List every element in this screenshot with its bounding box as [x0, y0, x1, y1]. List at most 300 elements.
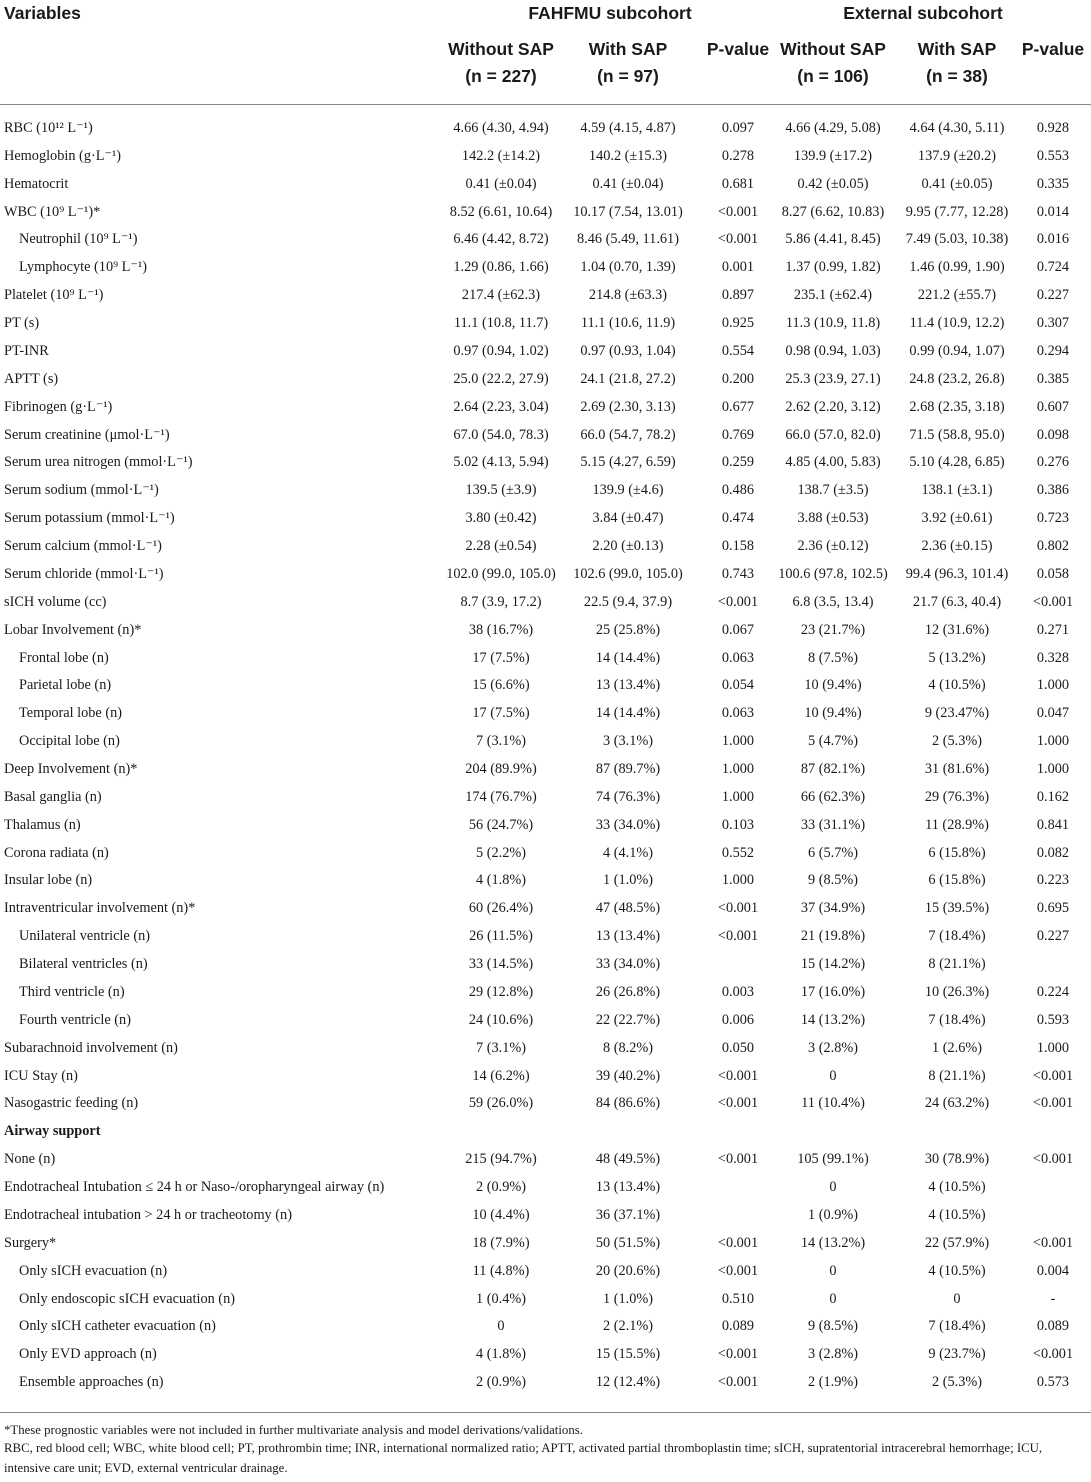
cell-external-with-sap: 9 (23.7%) — [928, 1346, 986, 1363]
cell-external-with-sap: 22 (57.9%) — [924, 1234, 990, 1251]
cell-fahfmu-without-sap: 1.29 (0.86, 1.66) — [453, 259, 549, 276]
cell-external-with-sap: 7 (18.4%) — [928, 1011, 986, 1028]
cell-fahfmu-p-value: <0.001 — [717, 1346, 759, 1363]
cell-external-without-sap: 33 (31.1%) — [800, 816, 866, 833]
cell-external-without-sap: 0 — [829, 1067, 837, 1084]
cell-fahfmu-p-value: 0.200 — [721, 370, 755, 387]
cell-external-with-sap: 2.36 (±0.15) — [921, 538, 993, 555]
table-row — [0, 589, 1091, 617]
cell-external-p-value: 0.016 — [1036, 231, 1070, 248]
cell-fahfmu-without-sap: 7 (3.1%) — [475, 733, 527, 750]
cell-external-with-sap: 15 (39.5%) — [924, 900, 990, 917]
cell-external-with-sap: 5.10 (4.28, 6.85) — [909, 454, 1005, 471]
cell-external-p-value: 0.224 — [1036, 983, 1070, 1000]
cell-external-without-sap: 0.42 (±0.05) — [797, 175, 869, 192]
cell-fahfmu-p-value: 0.510 — [721, 1290, 755, 1307]
col-header-label: P-value — [706, 39, 770, 59]
cell-external-without-sap: 25.3 (23.9, 27.1) — [785, 370, 881, 387]
cell-fahfmu-without-sap: 204 (89.9%) — [465, 761, 537, 777]
row-label: Basal ganglia (n) — [4, 788, 102, 805]
cell-external-without-sap: 2.36 (±0.12) — [797, 538, 869, 555]
table-row — [0, 1341, 1091, 1369]
table-row — [0, 672, 1091, 700]
cell-external-with-sap: 11 (28.9%) — [925, 816, 989, 833]
cell-fahfmu-without-sap: 38 (16.7%) — [468, 621, 534, 638]
cell-fahfmu-with-sap: 102.6 (99.0, 105.0) — [573, 565, 683, 582]
cell-external-p-value: 1.000 — [1036, 677, 1070, 694]
cell-external-without-sap: 10 (9.4%) — [804, 677, 862, 694]
row-label: Thalamus (n) — [4, 816, 81, 833]
cell-external-with-sap: 8 (21.1%) — [928, 956, 986, 973]
cell-fahfmu-p-value: 0.089 — [721, 1318, 755, 1335]
cell-fahfmu-without-sap: 14 (6.2%) — [472, 1067, 530, 1084]
cell-external-with-sap: 12 (31.6%) — [924, 621, 990, 638]
row-label: Nasogastric feeding (n) — [4, 1095, 139, 1112]
cell-external-p-value: 0.271 — [1036, 621, 1070, 638]
table-row — [0, 840, 1091, 868]
cell-external-without-sap: 66.0 (57.0, 82.0) — [785, 426, 881, 443]
table-row — [0, 951, 1091, 979]
header-divider — [0, 104, 1091, 105]
cell-external-p-value: 0.098 — [1036, 426, 1070, 443]
cell-external-without-sap: 6.8 (3.5, 13.4) — [792, 593, 874, 610]
table-row — [0, 867, 1091, 895]
cell-fahfmu-with-sap: 11.1 (10.6, 11.9) — [580, 315, 676, 332]
table-row — [0, 338, 1091, 366]
cell-external-without-sap: 6 (5.7%) — [807, 844, 859, 861]
cell-external-with-sap: 138.1 (±3.1) — [921, 482, 993, 499]
cell-fahfmu-with-sap: 36 (37.1%) — [595, 1206, 661, 1223]
cell-external-without-sap: 11 (10.4%) — [801, 1095, 865, 1112]
cell-external-with-sap — [877, 1118, 1037, 1146]
table-row — [0, 143, 1091, 171]
row-label: Platelet (10⁹ L⁻¹) — [4, 287, 104, 304]
table-row — [0, 756, 1091, 784]
cell-external-p-value — [1018, 1202, 1088, 1230]
row-label: Parietal lobe (n) — [19, 677, 112, 694]
cell-fahfmu-p-value: <0.001 — [717, 1067, 759, 1084]
row-label: Only endoscopic sICH evacuation (n) — [19, 1290, 235, 1307]
cell-fahfmu-p-value: 1.000 — [721, 761, 755, 777]
cell-external-without-sap: 139.9 (±17.2) — [793, 147, 873, 164]
cell-fahfmu-without-sap: 56 (24.7%) — [468, 816, 534, 833]
cell-external-without-sap: 9 (8.5%) — [807, 872, 859, 889]
cell-external-without-sap: 87 (82.1%) — [800, 761, 866, 777]
cell-fahfmu-p-value: <0.001 — [717, 593, 759, 610]
cell-external-without-sap: 14 (13.2%) — [800, 1011, 866, 1028]
footnote-asterisk: *These prognostic variables were not included in further multivariate analysis and model derivations/validations. — [4, 1423, 583, 1437]
cell-external-p-value: 0.385 — [1036, 370, 1070, 387]
cell-fahfmu-with-sap: 1 (1.0%) — [602, 1290, 654, 1307]
cell-fahfmu-with-sap: 13 (13.4%) — [595, 928, 661, 945]
table-row — [0, 1035, 1091, 1063]
cell-fahfmu-p-value: 0.063 — [721, 649, 755, 666]
cell-fahfmu-p-value: 0.054 — [721, 677, 755, 694]
row-label: PT-INR — [4, 342, 49, 359]
fahfmu-subcohort-header: FAHFMU subcohort — [528, 3, 692, 23]
table-row — [0, 645, 1091, 673]
table-row — [0, 1230, 1091, 1258]
table-row — [0, 533, 1091, 561]
table-row — [0, 923, 1091, 951]
cell-fahfmu-with-sap: 74 (76.3%) — [595, 788, 661, 805]
cell-external-with-sap: 0.41 (±0.05) — [921, 175, 993, 192]
cell-external-without-sap: 4.66 (4.29, 5.08) — [785, 120, 881, 136]
cell-fahfmu-with-sap: 140.2 (±15.3) — [588, 147, 668, 164]
row-label: RBC (10¹² L⁻¹) — [4, 120, 93, 136]
cell-fahfmu-without-sap: 25.0 (22.2, 27.9) — [453, 370, 549, 387]
cell-fahfmu-with-sap: 1.04 (0.70, 1.39) — [580, 259, 676, 276]
cell-fahfmu-with-sap: 47 (48.5%) — [595, 900, 661, 917]
cell-external-without-sap: 21 (19.8%) — [800, 928, 866, 945]
cell-external-p-value: 0.928 — [1036, 120, 1070, 136]
cell-fahfmu-without-sap: 142.2 (±14.2) — [461, 147, 541, 164]
row-label: Serum creatinine (μmol·L⁻¹) — [4, 426, 170, 443]
table-row — [0, 171, 1091, 199]
table-row — [0, 115, 1091, 143]
cell-external-p-value: 0.724 — [1036, 259, 1070, 276]
cell-fahfmu-without-sap: 5 (2.2%) — [475, 844, 527, 861]
cell-external-without-sap: 10 (9.4%) — [804, 705, 862, 722]
cell-external-without-sap: 5.86 (4.41, 8.45) — [785, 231, 881, 248]
cell-fahfmu-without-sap: 0.97 (0.94, 1.02) — [453, 342, 549, 359]
cell-fahfmu-with-sap: 39 (40.2%) — [595, 1067, 661, 1084]
cell-fahfmu-without-sap: 17 (7.5%) — [472, 705, 530, 722]
table-row — [0, 1090, 1091, 1118]
cell-fahfmu-with-sap: 139.9 (±4.6) — [592, 482, 664, 499]
row-label: Subarachnoid involvement (n) — [4, 1039, 178, 1056]
row-label: Only sICH evacuation (n) — [19, 1262, 168, 1279]
cell-external-without-sap: 105 (99.1%) — [797, 1151, 869, 1168]
col-header-label: With SAP — [588, 39, 668, 59]
table-row — [0, 812, 1091, 840]
cell-fahfmu-p-value: 0.006 — [721, 1011, 755, 1028]
row-label: Bilateral ventricles (n) — [19, 956, 148, 973]
cell-external-without-sap: 235.1 (±62.4) — [793, 287, 873, 304]
cell-fahfmu-with-sap: 2 (2.1%) — [602, 1318, 654, 1335]
cell-fahfmu-without-sap: 0 — [497, 1318, 505, 1335]
cell-fahfmu-p-value: <0.001 — [717, 1262, 759, 1279]
cell-external-p-value: 0.089 — [1036, 1318, 1070, 1335]
row-label: sICH volume (cc) — [4, 593, 107, 610]
cell-fahfmu-with-sap: 1 (1.0%) — [602, 872, 654, 889]
cell-fahfmu-p-value: 0.050 — [721, 1039, 755, 1056]
table-row — [0, 784, 1091, 812]
cell-fahfmu-without-sap: 24 (10.6%) — [468, 1011, 534, 1028]
row-label: Serum sodium (mmol·L⁻¹) — [4, 482, 159, 499]
table-row — [0, 979, 1091, 1007]
cell-external-p-value — [1018, 951, 1088, 979]
cell-external-p-value: 0.058 — [1036, 565, 1070, 582]
cell-external-with-sap: 31 (81.6%) — [924, 761, 990, 777]
cell-external-with-sap: 4 (10.5%) — [928, 677, 986, 694]
cell-fahfmu-with-sap: 5.15 (4.27, 6.59) — [580, 454, 676, 471]
cell-fahfmu-with-sap: 2.20 (±0.13) — [592, 538, 664, 555]
cell-external-with-sap: 8 (21.1%) — [928, 1067, 986, 1084]
cell-external-p-value: 0.695 — [1036, 900, 1070, 917]
col-header-external-with-sap — [877, 36, 1037, 90]
cell-fahfmu-with-sap: 3.84 (±0.47) — [592, 510, 664, 527]
variables-header: Variables — [4, 3, 81, 23]
row-label: Insular lobe (n) — [4, 872, 93, 889]
table-row — [0, 282, 1091, 310]
table-row — [0, 199, 1091, 227]
cell-external-without-sap: 2.62 (2.20, 3.12) — [785, 398, 881, 415]
cell-fahfmu-p-value: 0.552 — [721, 844, 755, 861]
external-subcohort-header: External subcohort — [843, 3, 1003, 23]
cell-external-with-sap: 30 (78.9%) — [924, 1151, 990, 1168]
table-row — [0, 254, 1091, 282]
cell-fahfmu-with-sap: 0.41 (±0.04) — [592, 175, 664, 192]
cell-external-without-sap: 1 (0.9%) — [807, 1206, 859, 1223]
cell-external-p-value: 0.276 — [1036, 454, 1070, 471]
row-label: Serum urea nitrogen (mmol·L⁻¹) — [4, 454, 193, 471]
cell-external-p-value: <0.001 — [1032, 593, 1074, 610]
col-header-label: With SAP — [917, 39, 997, 59]
cell-external-with-sap: 6 (15.8%) — [928, 844, 986, 861]
cell-fahfmu-without-sap: 17 (7.5%) — [472, 649, 530, 666]
cell-external-p-value: 0.328 — [1036, 649, 1070, 666]
cell-external-without-sap: 37 (34.9%) — [800, 900, 866, 917]
row-label: ICU Stay (n) — [4, 1067, 78, 1084]
cell-external-without-sap: 0 — [829, 1262, 837, 1279]
cell-external-without-sap: 0.98 (0.94, 1.03) — [785, 342, 881, 359]
table-row — [0, 394, 1091, 422]
cell-external-p-value: <0.001 — [1032, 1234, 1074, 1251]
col-header-n: (n = 227) — [465, 66, 537, 86]
cell-fahfmu-with-sap: 84 (86.6%) — [595, 1095, 661, 1112]
cell-external-with-sap: 4.64 (4.30, 5.11) — [909, 120, 1005, 136]
cell-external-p-value: 0.841 — [1036, 816, 1070, 833]
cell-external-p-value: 1.000 — [1036, 1039, 1070, 1056]
cell-external-p-value: 0.047 — [1036, 705, 1070, 722]
cell-fahfmu-p-value: 1.000 — [721, 733, 755, 750]
cell-external-without-sap: 138.7 (±3.5) — [797, 482, 869, 499]
cell-external-with-sap: 24 (63.2%) — [924, 1095, 990, 1112]
table-row — [0, 422, 1091, 450]
cell-fahfmu-with-sap: 48 (49.5%) — [595, 1151, 661, 1168]
col-header-n: (n = 38) — [926, 66, 988, 86]
cell-fahfmu-with-sap: 50 (51.5%) — [595, 1234, 661, 1251]
cell-fahfmu-with-sap: 22.5 (9.4, 37.9) — [583, 593, 673, 610]
cell-external-with-sap: 221.2 (±55.7) — [917, 287, 997, 304]
cell-external-with-sap: 1 (2.6%) — [931, 1039, 983, 1056]
cell-fahfmu-without-sap: 10 (4.4%) — [472, 1206, 530, 1223]
cell-external-p-value — [1018, 1118, 1088, 1146]
cell-external-without-sap: 3.88 (±0.53) — [797, 510, 869, 527]
table-row — [0, 366, 1091, 394]
cell-fahfmu-p-value: 0.001 — [721, 259, 755, 276]
row-label: Intraventricular involvement (n)* — [4, 900, 196, 917]
cell-fahfmu-without-sap: 11 (4.8%) — [472, 1262, 530, 1279]
cell-fahfmu-without-sap: 2 (0.9%) — [475, 1374, 527, 1391]
row-label: Neutrophil (10⁹ L⁻¹) — [19, 231, 138, 248]
cell-external-without-sap: 8.27 (6.62, 10.83) — [781, 203, 885, 220]
row-label: Third ventricle (n) — [19, 983, 125, 1000]
cell-fahfmu-p-value: 0.897 — [721, 287, 755, 304]
cell-external-p-value: <0.001 — [1032, 1151, 1074, 1168]
cell-external-with-sap: 2 (5.3%) — [931, 733, 983, 750]
cell-fahfmu-without-sap: 139.5 (±3.9) — [465, 482, 537, 499]
table-header — [0, 0, 1091, 104]
table-row — [0, 1146, 1091, 1174]
cell-fahfmu-without-sap: 29 (12.8%) — [468, 983, 534, 1000]
cell-external-with-sap: 7 (18.4%) — [928, 928, 986, 945]
cell-external-p-value: 1.000 — [1036, 761, 1070, 777]
cell-external-with-sap: 9.95 (7.77, 12.28) — [905, 203, 1009, 220]
cell-external-with-sap: 2 (5.3%) — [931, 1374, 983, 1391]
cell-external-p-value: - — [1050, 1290, 1056, 1307]
cell-external-without-sap: 66 (62.3%) — [800, 788, 866, 805]
cell-external-p-value: <0.001 — [1032, 1067, 1074, 1084]
cell-fahfmu-p-value: 0.103 — [721, 816, 755, 833]
cell-fahfmu-with-sap: 4.59 (4.15, 4.87) — [580, 120, 676, 136]
cell-fahfmu-with-sap: 12 (12.4%) — [595, 1374, 661, 1391]
cell-fahfmu-with-sap: 14 (14.4%) — [595, 705, 661, 722]
col-header-external-p-value — [1018, 36, 1088, 63]
cell-external-without-sap: 9 (8.5%) — [807, 1318, 859, 1335]
table-row — [0, 1174, 1091, 1202]
table-row — [0, 505, 1091, 533]
cell-fahfmu-with-sap: 20 (20.6%) — [595, 1262, 661, 1279]
cell-external-without-sap: 4.85 (4.00, 5.83) — [785, 454, 881, 471]
table-row — [0, 477, 1091, 505]
cell-fahfmu-without-sap: 15 (6.6%) — [472, 677, 530, 694]
col-header-label: Without SAP — [448, 39, 554, 59]
row-label: Lobar Involvement (n)* — [4, 621, 142, 638]
cell-fahfmu-with-sap: 22 (22.7%) — [595, 1011, 661, 1028]
cell-external-p-value: 0.014 — [1036, 203, 1070, 220]
cell-external-p-value: 0.227 — [1036, 928, 1070, 945]
cell-external-with-sap: 99.4 (96.3, 101.4) — [905, 565, 1009, 582]
cell-fahfmu-without-sap: 217.4 (±62.3) — [461, 287, 541, 304]
cell-fahfmu-with-sap: 15 (15.5%) — [595, 1346, 661, 1363]
cell-fahfmu-p-value: 0.925 — [721, 315, 755, 332]
row-label: Frontal lobe (n) — [19, 649, 109, 666]
table-row — [0, 1118, 1091, 1146]
cell-fahfmu-without-sap: 102.0 (99.0, 105.0) — [446, 565, 556, 582]
cell-external-p-value: <0.001 — [1032, 1346, 1074, 1363]
table-row — [0, 1258, 1091, 1286]
col-header-fahfmu-with-sap — [548, 36, 708, 90]
row-label: Only sICH catheter evacuation (n) — [19, 1318, 216, 1335]
cell-fahfmu-without-sap: 0.41 (±0.04) — [465, 175, 537, 192]
col-header-label: Without SAP — [780, 39, 886, 59]
cell-fahfmu-p-value: 0.681 — [721, 175, 755, 192]
cell-fahfmu-with-sap: 14 (14.4%) — [595, 649, 661, 666]
row-label: Surgery* — [4, 1234, 57, 1251]
row-label: Unilateral ventricle (n) — [19, 928, 150, 945]
cell-external-p-value: 1.000 — [1036, 733, 1070, 750]
table-row — [0, 895, 1091, 923]
cell-external-with-sap: 9 (23.47%) — [924, 705, 990, 722]
cell-fahfmu-p-value: 0.097 — [721, 120, 755, 136]
cell-fahfmu-with-sap: 13 (13.4%) — [595, 1179, 661, 1196]
row-label: Hematocrit — [4, 175, 69, 192]
cell-fahfmu-p-value: 0.278 — [721, 147, 755, 164]
cell-fahfmu-without-sap: 7 (3.1%) — [475, 1039, 527, 1056]
cell-external-without-sap: 8 (7.5%) — [807, 649, 859, 666]
cell-fahfmu-with-sap: 13 (13.4%) — [595, 677, 661, 694]
row-label: Only EVD approach (n) — [19, 1346, 157, 1363]
cell-fahfmu-with-sap: 25 (25.8%) — [595, 621, 661, 638]
cell-fahfmu-p-value: 0.677 — [721, 398, 755, 415]
cell-fahfmu-with-sap: 24.1 (21.8, 27.2) — [580, 370, 676, 387]
cell-fahfmu-with-sap: 2.69 (2.30, 3.13) — [580, 398, 676, 415]
table-row — [0, 728, 1091, 756]
row-label: Corona radiata (n) — [4, 844, 109, 861]
cell-fahfmu-with-sap: 0.97 (0.93, 1.04) — [580, 342, 676, 359]
cell-external-p-value: 0.082 — [1036, 844, 1070, 861]
cell-fahfmu-without-sap: 4 (1.8%) — [475, 1346, 527, 1363]
cell-fahfmu-p-value: 0.067 — [721, 621, 755, 638]
cell-external-without-sap: 2 (1.9%) — [807, 1374, 859, 1391]
row-label: Lymphocyte (10⁹ L⁻¹) — [19, 259, 147, 276]
cell-fahfmu-p-value: <0.001 — [717, 1374, 759, 1391]
row-label: None (n) — [4, 1151, 56, 1168]
cell-external-p-value: 0.607 — [1036, 398, 1070, 415]
cell-external-p-value: <0.001 — [1032, 1095, 1074, 1112]
cell-fahfmu-with-sap: 3 (3.1%) — [602, 733, 654, 750]
cell-fahfmu-p-value: 0.474 — [721, 510, 755, 527]
row-label: Temporal lobe (n) — [19, 705, 123, 722]
cell-external-p-value: 0.004 — [1036, 1262, 1070, 1279]
cell-external-with-sap: 0.99 (0.94, 1.07) — [909, 342, 1005, 359]
cell-fahfmu-without-sap: 26 (11.5%) — [469, 928, 533, 945]
row-label: APTT (s) — [4, 370, 59, 387]
cell-external-p-value: 0.294 — [1036, 342, 1070, 359]
cell-fahfmu-p-value: 0.003 — [721, 983, 755, 1000]
cell-external-p-value: 0.573 — [1036, 1374, 1070, 1391]
cell-fahfmu-without-sap: 3.80 (±0.42) — [465, 510, 537, 527]
cell-external-without-sap: 1.37 (0.99, 1.82) — [785, 259, 881, 276]
cell-external-without-sap: 17 (16.0%) — [800, 983, 866, 1000]
cell-fahfmu-with-sap: 4 (4.1%) — [602, 844, 654, 861]
cell-external-with-sap: 4 (10.5%) — [928, 1262, 986, 1279]
cell-fahfmu-p-value: 0.486 — [721, 482, 755, 499]
cell-fahfmu-p-value: 0.554 — [721, 342, 755, 359]
cell-external-p-value: 0.802 — [1036, 538, 1070, 555]
cell-external-with-sap: 1.46 (0.99, 1.90) — [909, 259, 1005, 276]
row-label: Serum potassium (mmol·L⁻¹) — [4, 510, 175, 527]
cell-fahfmu-p-value: <0.001 — [717, 1234, 759, 1251]
row-label: Occipital lobe (n) — [19, 733, 120, 750]
cell-external-with-sap: 10 (26.3%) — [924, 983, 990, 1000]
cell-fahfmu-with-sap: 8.46 (5.49, 11.61) — [577, 231, 679, 248]
row-label: PT (s) — [4, 315, 40, 332]
col-header-n: (n = 106) — [797, 66, 869, 86]
cell-external-p-value: 0.553 — [1036, 147, 1070, 164]
cell-external-p-value: 0.723 — [1036, 510, 1070, 527]
cell-fahfmu-without-sap: 4.66 (4.30, 4.94) — [453, 120, 549, 136]
cell-fahfmu-p-value: 0.769 — [721, 426, 755, 443]
cell-fahfmu-p-value: 0.158 — [721, 538, 755, 555]
cell-external-with-sap: 7.49 (5.03, 10.38) — [905, 231, 1009, 248]
cell-fahfmu-with-sap: 33 (34.0%) — [595, 816, 661, 833]
cell-fahfmu-p-value: 1.000 — [721, 788, 755, 805]
cell-external-with-sap: 137.9 (±20.2) — [917, 147, 997, 164]
cell-fahfmu-p-value: <0.001 — [717, 203, 759, 220]
table-row — [0, 1007, 1091, 1035]
table-row — [0, 310, 1091, 338]
cell-fahfmu-without-sap: 2 (0.9%) — [475, 1179, 527, 1196]
table-row — [0, 1063, 1091, 1091]
cell-fahfmu-without-sap: 11.1 (10.8, 11.7) — [453, 315, 549, 332]
table-row — [0, 226, 1091, 254]
cell-fahfmu-p-value: <0.001 — [717, 928, 759, 945]
cell-fahfmu-p-value: <0.001 — [717, 231, 759, 248]
row-label: Serum chloride (mmol·L⁻¹) — [4, 565, 164, 582]
